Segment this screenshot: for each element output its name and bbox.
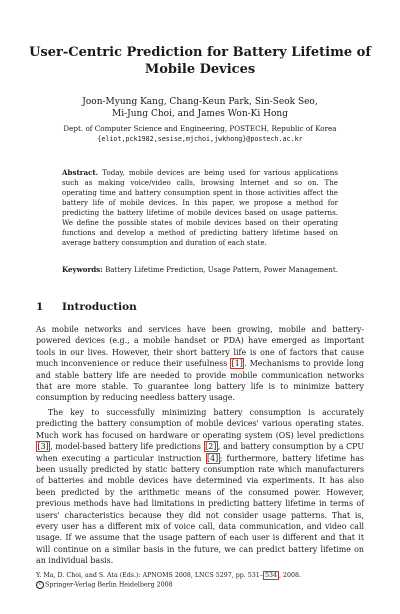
footnote-citation [36,572,364,581]
citation-link[interactable]: [4] [207,453,219,463]
abstract-text: Today, mobile devices are being used for various applications such as making voice/video calls, browsing Internet and so on. The operating time and battery consumption spent in those activities affect the battery life of mobile devices. In this paper, we propose a method for predicting the battery lifetime of mobile devices based on usage patterns. We define the possible states of mobile devices based on their operating functions and develop a method of predicting battery lifetime based on average battery consumption and duration of each state. [62,168,338,247]
paragraph-text: . Mechanisms to provide long and stable battery life are needed to provide mobile communication networks that are more stable. To guarantee long battery life is to minimize battery consumption by reducing needless battery usage. [36,359,364,403]
citation-link[interactable]: [2] [205,442,217,452]
section-heading [36,301,137,314]
title-line-2: Mobile Devices [144,62,256,77]
paper-title [24,44,376,78]
footnote [36,572,364,590]
affiliation-block [30,124,370,144]
author-emails: {eliot,pck1982,sesise,mjchoi,jwkhong}@postech.ac.kr [97,135,303,143]
copyright-icon: c [36,581,44,589]
authors-line-2: Mi-Jung Choi, and James Won-Ki Hong [112,109,288,119]
authors-line-1: Joon-Myung Kang, Chang-Keun Park, Sin-Seok Seo, [82,97,318,107]
section-number: 1 [36,301,44,313]
paragraph-text: , and battery consumption by a CPU when executing a particular instruction [36,442,365,463]
copyright-text: Springer-Verlag Berlin Heidelberg 2008 [45,581,173,588]
page-link[interactable]: 534 [264,572,277,579]
footnote-copyright [36,581,364,590]
paragraph-text: ; furthermore, battery lifetime has been usually predicted by static battery consumption rate which manufacturers of batteries and mobile devices have determined via experiments. It has also been predicted by the arithmetic means of the consumed power. However, previous methods have had limitations in predicting battery lifetime in terms of users' characteristics because they did not consider usage patterns. That is, every user has a different mix of voice call, data communication, and video call usage. If we assume that the usage pattern of each user is different and that it will continue on a similar basis in the future, we can predict battery lifetime on an individual basis. [36,453,364,566]
citation-link[interactable]: [1] [231,359,243,369]
abstract-label: Abstract. [62,168,99,177]
intro-paragraph-1 [36,324,364,404]
footnote-text: , 2008. [278,572,302,579]
affiliation: Dept. of Computer Science and Engineering, POSTECH, Republic of Korea [63,124,337,133]
section-title: Introduction [62,301,137,313]
abstract [62,168,338,248]
footnote-text: Y. Ma, D. Choi, and S. Ata (Eds.): APNOMS 2008, LNCS 5297, pp. 531– [36,572,263,579]
keywords-text: Battery Lifetime Prediction, Usage Pattern, Power Management. [105,265,338,274]
paragraph-text: , model-based battery life predictions [50,442,204,452]
paragraph-text: As mobile networks and services have been growing, mobile and battery-powered devices (e.g., a mobile handset or PDA) have emerged as important tools in our lives. However, their short battery life is one of factors that cause much inconvenience or reduce their usefulness [36,325,364,369]
author-list [30,96,370,120]
title-line-1: User-Centric Prediction for Battery Lifetime of [29,45,371,60]
intro-paragraph-2 [36,407,364,567]
keywords-label: Keywords: [62,265,103,274]
keywords [62,265,338,275]
citation-link[interactable]: [3] [37,442,49,452]
paragraph-text: The key to successfully minimizing battery consumption is accurately predicting the battery consumption of mobile devices' various operating states. Much work has focused on hardware or operating system (OS) level predictions [36,408,364,440]
